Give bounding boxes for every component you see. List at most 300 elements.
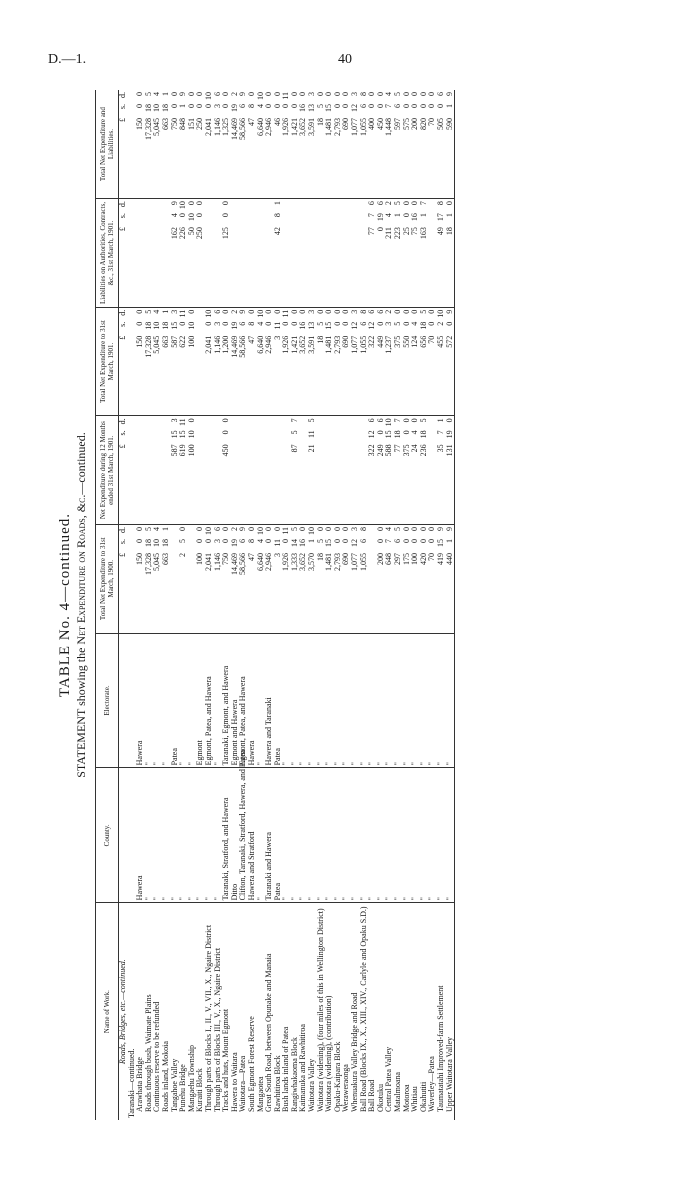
table-row — [162, 90, 171, 1120]
work-name-cell: Matalmoana — [394, 903, 403, 1120]
county-cell: " — [377, 768, 386, 903]
electorate-cell: " — [325, 633, 334, 768]
total-1901-cell: 17,328 18 5 — [145, 307, 154, 416]
liabilities-cell: 163 1 7 — [420, 199, 429, 308]
electorate-cell: Hawera — [136, 633, 145, 768]
work-name-cell: Okotuku — [377, 903, 386, 1120]
total-1900-cell: 1,055 6 8 — [360, 524, 369, 633]
total-exp-liab-cell: 575 0 0 — [401, 92, 411, 130]
col-header-county: County. — [96, 768, 119, 903]
total-exp-liab-cell: 1,481 15 0 — [324, 92, 334, 136]
table-row — [222, 90, 231, 1120]
total-1901-cell: 455 2 10 — [437, 307, 446, 416]
subsection-heading: Taranaki—continued. — [128, 903, 137, 1120]
county-cell: " — [291, 768, 300, 903]
table-row — [428, 90, 437, 1120]
electorate-cell: " — [428, 633, 437, 768]
table-row — [403, 90, 412, 1120]
county-cell: " — [308, 768, 317, 903]
liabilities-cell: 75 16 0 — [411, 199, 420, 308]
total-1901-cell: 690 0 0 — [342, 307, 351, 416]
work-name-cell: Hawera to Waitara — [231, 903, 240, 1120]
total-exp-liab-cell: 820 0 0 — [418, 92, 428, 130]
rotated-table-stage — [55, 90, 645, 1120]
total-1901-cell: 322 12 6 — [368, 307, 377, 416]
total-1901-cell: 1,926 0 11 — [282, 307, 291, 416]
total-1901-cell: 47 8 0 — [248, 307, 257, 416]
during-12m-cell: 322 12 6 — [368, 416, 377, 525]
electorate-cell: Egmont, Patea, and Hawera — [239, 633, 248, 768]
county-cell: " — [171, 768, 180, 903]
total-1901-cell: 2,946 0 0 — [265, 307, 274, 416]
total-1901-cell: 656 18 5 — [420, 307, 429, 416]
total-1900-cell: 2 5 0 — [179, 524, 188, 633]
table-row — [171, 90, 180, 1120]
total-1900-cell: 100 0 0 — [411, 524, 420, 633]
county-cell: " — [368, 768, 377, 903]
table-row — [153, 90, 162, 1120]
work-name-cell: Whitiau — [411, 903, 420, 1120]
electorate-cell: Taranaki, Egmont, and Hawera — [222, 633, 231, 768]
total-exp-liab-cell: 2,041 0 10 — [203, 92, 213, 136]
table-header-row — [96, 90, 119, 1120]
table-row — [420, 90, 429, 1120]
during-12m-cell: 249 0 6 — [377, 416, 386, 525]
liabilities-cell — [205, 199, 214, 308]
total-1901-cell: 70 0 0 — [428, 307, 437, 416]
total-exp-liab-cell: 1,146 3 6 — [212, 92, 222, 136]
table-row — [385, 90, 394, 1120]
table-row — [214, 90, 223, 1120]
total-1901-cell: 1,200 0 0 — [222, 307, 231, 416]
total-1900-cell: 6,640 4 10 — [257, 524, 266, 633]
total-exp-liab-cell: 1,055 6 8 — [358, 92, 368, 136]
total-1900-cell: 175 0 0 — [403, 524, 412, 633]
total-exp-liab-cell: 597 6 5 — [393, 92, 402, 130]
liabilities-cell — [136, 199, 145, 308]
electorate-cell: " — [342, 633, 351, 768]
during-12m-cell — [274, 416, 283, 525]
table-row — [179, 90, 188, 1120]
total-1900-cell: 1,077 12 3 — [351, 524, 360, 633]
liabilities-cell — [257, 199, 266, 308]
table-row — [282, 90, 291, 1120]
total-1901-cell: 58,566 6 9 — [239, 307, 248, 416]
document-reference: D.—1. — [48, 52, 87, 67]
expenditure-table — [95, 90, 455, 1120]
county-cell: " — [360, 768, 369, 903]
during-12m-cell — [231, 416, 240, 525]
table-row — [248, 90, 257, 1120]
work-name-cell: Mangaehu Township — [188, 903, 197, 1120]
table-row — [188, 90, 197, 1120]
total-exp-liab-cell: 590 1 9 — [446, 90, 455, 199]
total-exp-liab-cell: 848 1 9 — [178, 92, 188, 130]
liabilities-cell — [299, 199, 308, 308]
work-name-cell: Ball Road (Blocks IX., X., XIII., XIV., Carlyle and Opaku S.D.) — [360, 903, 369, 1120]
section-heading-row — [119, 90, 128, 1120]
col-header-electorate: Electorate. — [96, 633, 119, 768]
work-name-cell: Rawhitiroa Block — [274, 903, 283, 1120]
liabilities-cell: 162 4 9 — [171, 199, 180, 308]
county-cell: Clifton, Taranaki, Stratford, Hawera, and Patea — [239, 768, 248, 903]
total-exp-liab-cell: 250 0 0 — [195, 92, 205, 130]
electorate-cell: Hawera — [248, 633, 257, 768]
electorate-cell: " — [351, 633, 360, 768]
total-exp-liab-cell: 1,448 7 4 — [384, 92, 394, 136]
work-name-cell: Waitotara (widening), (contribution) — [325, 903, 334, 1120]
county-cell: " — [394, 768, 403, 903]
electorate-cell: " — [377, 633, 386, 768]
electorate-cell: " — [188, 633, 197, 768]
total-1900-cell: 14,469 19 2 — [231, 524, 240, 633]
total-1901-cell: 6,640 4 10 — [257, 307, 266, 416]
liabilities-cell: 211 4 2 — [385, 199, 394, 308]
total-1901-cell: 375 5 0 — [394, 307, 403, 416]
subtitle-part-a: STATEMENT showing the — [74, 647, 88, 778]
liabilities-cell: 223 1 5 — [394, 199, 403, 308]
total-1900-cell: 70 0 0 — [428, 524, 437, 633]
total-exp-liab-cell: 70 0 0 — [427, 92, 437, 126]
total-1900-cell: 663 18 1 — [162, 524, 171, 633]
county-cell: " — [351, 768, 360, 903]
total-1901-cell: 1,077 12 3 — [351, 307, 360, 416]
electorate-cell: " — [153, 633, 162, 768]
total-1900-cell: 420 0 0 — [420, 524, 429, 633]
table-row — [265, 90, 274, 1120]
during-12m-cell: 375 0 0 — [403, 416, 412, 525]
total-1900-cell: 47 8 0 — [248, 524, 257, 633]
total-1901-cell: 663 18 1 — [162, 307, 171, 416]
liabilities-cell — [291, 199, 300, 308]
total-1900-cell: 3 11 0 — [274, 524, 283, 633]
total-1901-cell: 3,652 16 0 — [299, 307, 308, 416]
county-cell: " — [446, 768, 455, 903]
work-name-cell: Bush lands inland of Patea — [282, 903, 291, 1120]
during-12m-cell: 77 18 7 — [394, 416, 403, 525]
liabilities-cell — [334, 199, 343, 308]
work-name-cell: Punehu Bridge — [179, 903, 188, 1120]
liabilities-cell — [239, 199, 248, 308]
liabilities-cell: 226 0 10 — [179, 199, 188, 308]
total-exp-liab-cell: 200 0 0 — [410, 92, 420, 130]
county-cell: " — [385, 768, 394, 903]
liabilities-cell: 125 0 0 — [222, 199, 231, 308]
during-12m-cell — [351, 416, 360, 525]
during-12m-cell — [334, 416, 343, 525]
total-1901-cell: 1,421 0 0 — [291, 307, 300, 416]
electorate-cell: " — [411, 633, 420, 768]
work-name-cell: Tracks and huts, Mount Egmont — [222, 903, 231, 1120]
total-exp-liab-cell: 46 0 0 — [272, 92, 282, 126]
total-1900-cell: 100 0 0 — [196, 524, 205, 633]
table-subtitle — [74, 90, 89, 1120]
liabilities-cell — [282, 199, 291, 308]
table-row — [334, 90, 343, 1120]
total-1900-cell: 750 0 0 — [222, 524, 231, 633]
subtitle-part-c: —continued. — [74, 432, 88, 495]
during-12m-cell: 131 19 0 — [446, 416, 455, 525]
electorate-cell: " — [368, 633, 377, 768]
county-cell: " — [162, 768, 171, 903]
col-header-total-1901: Total Net Expenditure to 31st March, 1901. — [96, 307, 119, 416]
total-1900-cell: 58,566 6 9 — [239, 524, 248, 633]
work-name-cell: Through parts of Blocks I., II., V., VII., X., Ngaire District — [205, 903, 214, 1120]
electorate-cell: Egmont, Patea, and Hawera — [205, 633, 214, 768]
total-1900-cell: 1,333 14 5 — [291, 524, 300, 633]
work-name-cell: Great South Road, between Opunake and Manaia — [265, 903, 274, 1120]
electorate-cell: " — [291, 633, 300, 768]
work-name-cell: Taumatatahi Improved-farm Settlement — [437, 903, 446, 1120]
table-row — [145, 90, 154, 1120]
total-1900-cell: 297 6 5 — [394, 524, 403, 633]
units-row-cell: £ s. d. — [119, 199, 128, 308]
electorate-cell: " — [360, 633, 369, 768]
during-12m-cell: 236 18 5 — [420, 416, 429, 525]
total-1901-cell: 100 10 0 — [188, 307, 197, 416]
total-1901-cell: 550 0 0 — [403, 307, 412, 416]
electorate-cell: " — [403, 633, 412, 768]
during-12m-cell: 24 4 0 — [411, 416, 420, 525]
total-exp-liab-cell: 58,566 6 9 — [238, 92, 248, 140]
table-row — [274, 90, 283, 1120]
total-exp-liab-cell: 17,328 18 5 — [143, 92, 153, 140]
county-cell: " — [282, 768, 291, 903]
during-12m-cell: 100 10 0 — [188, 416, 197, 525]
total-exp-liab-cell: 151 0 0 — [186, 92, 196, 130]
total-1901-cell: 3 11 0 — [274, 307, 283, 416]
table-row — [325, 90, 334, 1120]
subtitle-part-b: Net Expenditure on Roads, &c. — [74, 494, 88, 645]
table-row — [437, 90, 446, 1120]
liabilities-cell: 50 10 0 — [188, 199, 197, 308]
work-name-cell: Waitotara Valley — [308, 903, 317, 1120]
county-cell: Ditto — [231, 768, 240, 903]
total-1901-cell: 5,045 10 4 — [153, 307, 162, 416]
county-cell: " — [428, 768, 437, 903]
during-12m-cell — [317, 416, 326, 525]
work-name-cell: Okahutiti — [420, 903, 429, 1120]
during-12m-cell — [239, 416, 248, 525]
work-name-cell: Ball Road — [368, 903, 377, 1120]
during-12m-cell: 587 15 3 — [171, 416, 180, 525]
units-row-cell: £ s. d. — [118, 92, 127, 122]
total-exp-liab-cell: 18 5 0 — [315, 92, 325, 126]
during-12m-cell: 21 11 5 — [308, 416, 317, 525]
work-name-cell: Upper Waitotara Valley — [446, 903, 455, 1120]
total-1900-cell: 419 15 9 — [437, 524, 446, 633]
liabilities-cell: 0 19 6 — [377, 199, 386, 308]
liabilities-cell — [308, 199, 317, 308]
total-1901-cell: 2,793 0 0 — [334, 307, 343, 416]
county-cell: " — [205, 768, 214, 903]
total-exp-liab-cell: 1,926 0 11 — [281, 92, 291, 136]
total-1901-cell: 587 15 3 — [171, 307, 180, 416]
county-cell: " — [420, 768, 429, 903]
table-title: TABLE No. 4—continued. — [57, 512, 73, 698]
total-1900-cell: 690 0 0 — [342, 524, 351, 633]
table-row — [231, 90, 240, 1120]
county-cell: " — [342, 768, 351, 903]
county-cell: " — [214, 768, 223, 903]
total-1901-cell: 3,591 13 3 — [308, 307, 317, 416]
work-name-cell: Kuraiti Block — [196, 903, 205, 1120]
liabilities-cell: 18 1 0 — [446, 199, 455, 308]
electorate-cell: " — [282, 633, 291, 768]
work-name-cell: Opaku-Kaipara Block — [334, 903, 343, 1120]
during-12m-cell — [205, 416, 214, 525]
county-cell: " — [317, 768, 326, 903]
during-12m-cell — [342, 416, 351, 525]
work-name-cell: Rangiwhakaoma Block — [291, 903, 300, 1120]
total-1901-cell: 124 4 0 — [411, 307, 420, 416]
total-exp-liab-cell: 1,421 0 0 — [289, 92, 299, 136]
total-exp-liab-cell: 450 0 0 — [375, 92, 385, 130]
during-12m-cell — [153, 416, 162, 525]
county-cell: " — [325, 768, 334, 903]
county-cell: Hawera — [136, 768, 145, 903]
liabilities-cell — [342, 199, 351, 308]
total-exp-liab-cell: 2,946 0 0 — [264, 92, 274, 136]
liabilities-cell — [153, 199, 162, 308]
liabilities-cell: 42 8 1 — [274, 199, 283, 308]
total-exp-liab-cell: 3,591 13 3 — [307, 92, 317, 136]
total-1900-cell: 1,481 15 0 — [325, 524, 334, 633]
table-row — [317, 90, 326, 1120]
total-exp-liab-cell: 150 0 0 — [135, 92, 145, 130]
liabilities-cell: 49 17 8 — [437, 199, 446, 308]
total-1900-cell: 17,328 18 5 — [145, 524, 154, 633]
liabilities-cell — [317, 199, 326, 308]
total-1900-cell: 200 0 0 — [377, 524, 386, 633]
table-row — [299, 90, 308, 1120]
during-12m-cell: 450 0 0 — [222, 416, 231, 525]
total-exp-liab-cell: 6,640 4 10 — [255, 92, 265, 136]
county-cell: " — [334, 768, 343, 903]
section-heading: Roads, Bridges, etc.—continued. — [119, 903, 128, 1120]
county-cell: " — [299, 768, 308, 903]
liabilities-cell: 250 0 0 — [196, 199, 205, 308]
total-1901-cell: 150 0 0 — [136, 307, 145, 416]
electorate-cell: " — [179, 633, 188, 768]
county-cell: " — [257, 768, 266, 903]
total-1901-cell: 1,146 3 6 — [214, 307, 223, 416]
electorate-cell: " — [334, 633, 343, 768]
during-12m-cell — [196, 416, 205, 525]
during-12m-cell — [145, 416, 154, 525]
total-exp-liab-cell: 1,325 0 0 — [221, 92, 231, 136]
total-1900-cell: 5,045 10 4 — [153, 524, 162, 633]
county-cell: Hawera and Stratford — [248, 768, 257, 903]
during-12m-cell: 619 15 11 — [179, 416, 188, 525]
electorate-cell: Egmont and Hawera — [231, 633, 240, 768]
table-row — [446, 90, 455, 1120]
during-12m-cell — [265, 416, 274, 525]
work-name-cell: Tangahoe Valley — [171, 903, 180, 1120]
table-row — [394, 90, 403, 1120]
total-exp-liab-cell: 1,077 12 3 — [350, 92, 360, 136]
electorate-cell: " — [214, 633, 223, 768]
total-1900-cell: 3,652 16 0 — [299, 524, 308, 633]
electorate-cell: Egmont — [196, 633, 205, 768]
work-name-cell: Mangaotea — [257, 903, 266, 1120]
during-12m-cell: 588 15 10 — [385, 416, 394, 525]
col-header-liabilities: Liabilities on Authorities, Contracts, &c., 31st March, 1901. — [96, 199, 119, 308]
electorate-cell: Patea — [274, 633, 283, 768]
electorate-cell: " — [162, 633, 171, 768]
county-cell: Patea — [274, 768, 283, 903]
electorate-cell: " — [437, 633, 446, 768]
total-exp-liab-cell: 3,652 16 0 — [298, 92, 308, 136]
electorate-cell: " — [446, 633, 455, 768]
total-1901-cell: 14,469 19 2 — [231, 307, 240, 416]
total-exp-liab-cell: 47 8 0 — [246, 92, 256, 126]
table-body — [119, 90, 455, 1120]
liabilities-cell: 25 0 0 — [403, 199, 412, 308]
total-1900-cell: 2,041 0 10 — [205, 524, 214, 633]
total-1900-cell: 18 5 0 — [317, 524, 326, 633]
work-name-cell: Waitotara (widening), (four miles of this in Wellington District) — [317, 903, 326, 1120]
work-name-cell: Weraweraonga — [342, 903, 351, 1120]
table-row — [360, 90, 369, 1120]
table-row — [368, 90, 377, 1120]
county-cell: " — [145, 768, 154, 903]
table-row — [136, 90, 145, 1120]
work-name-cell: Kaimanuka and Rawhitiroa — [299, 903, 308, 1120]
work-name-cell: Through parts of Blocks III., V., X., Ngaire District — [214, 903, 223, 1120]
electorate-cell: " — [145, 633, 154, 768]
table-row — [411, 90, 420, 1120]
total-1901-cell: 18 5 0 — [317, 307, 326, 416]
during-12m-cell — [325, 416, 334, 525]
units-row-cell: £ s. d. — [119, 416, 128, 525]
county-cell: " — [179, 768, 188, 903]
total-1900-cell: 3,570 1 10 — [308, 524, 317, 633]
during-12m-cell — [257, 416, 266, 525]
work-name-cell: Motoroa — [403, 903, 412, 1120]
total-1901-cell: 2,041 0 10 — [205, 307, 214, 416]
col-header-name: Name of Work. — [96, 903, 119, 1120]
liabilities-cell — [248, 199, 257, 308]
liabilities-cell — [145, 199, 154, 308]
total-1900-cell: 150 0 0 — [136, 524, 145, 633]
total-exp-liab-cell: 5,045 10 4 — [152, 92, 162, 136]
col-header-during-12m: Net Expenditure during 12 Months ended 31st March, 1901. — [96, 416, 119, 525]
total-1901-cell: 622 0 11 — [179, 307, 188, 416]
work-name-cell: Roads through bush, Waimate Plains — [145, 903, 154, 1120]
electorate-cell: " — [385, 633, 394, 768]
total-exp-liab-cell: 14,469 19 2 — [229, 92, 239, 140]
total-1901-cell: 1,237 3 2 — [385, 307, 394, 416]
electorate-cell: " — [299, 633, 308, 768]
work-name-cell: Arawhata Bridge — [136, 903, 145, 1120]
electorate-cell: " — [257, 633, 266, 768]
electorate-cell: " — [394, 633, 403, 768]
during-12m-cell: 35 7 1 — [437, 416, 446, 525]
col-header-total-exp-liab: Total Net Expenditure and Liabilities. — [96, 90, 119, 199]
work-name-cell: Central Patea Valley — [385, 903, 394, 1120]
table-row — [291, 90, 300, 1120]
work-name-cell: Waitotara—Patea — [239, 903, 248, 1120]
total-1901-cell: 1,055 6 8 — [360, 307, 369, 416]
county-cell: " — [403, 768, 412, 903]
total-1900-cell: 1,926 0 11 — [282, 524, 291, 633]
electorate-cell: Hawera and Taranaki — [265, 633, 274, 768]
work-name-cell: Whenuakura Valley Bridge and Road — [351, 903, 360, 1120]
county-cell: Taranaki and Hawera — [265, 768, 274, 903]
county-cell: Taranaki, Stratford, and Hawera — [222, 768, 231, 903]
liabilities-cell — [231, 199, 240, 308]
